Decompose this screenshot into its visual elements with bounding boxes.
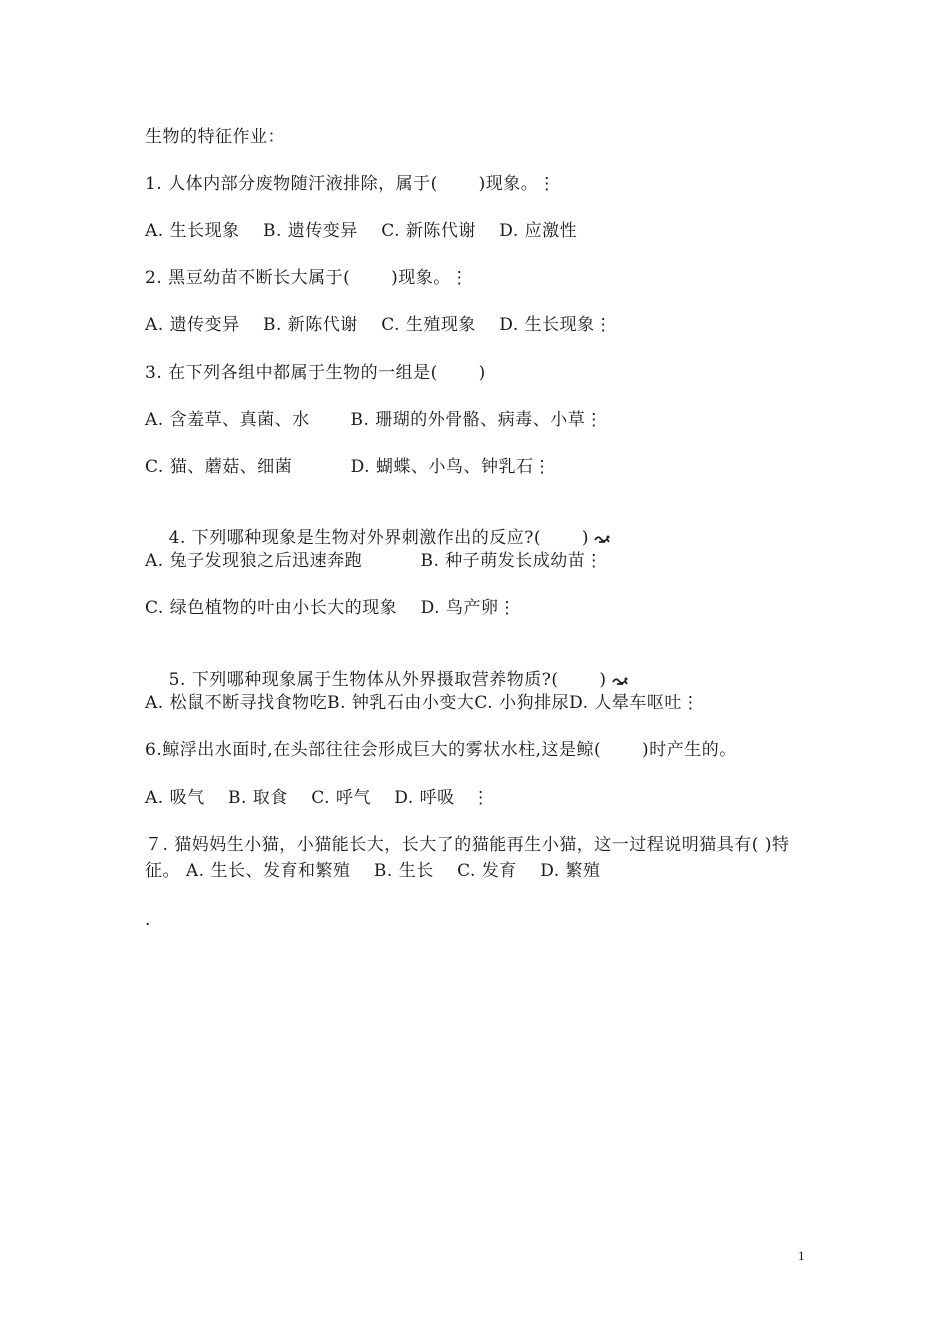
document-title: 生物的特征作业： bbox=[145, 127, 285, 147]
question-1: 1. 人体内部分废物随汗液排除，属于( )现象。⋮ bbox=[145, 174, 556, 194]
question-6-options: A. 吸气 B. 取食 C. 呼气 D. 呼吸 ⋮ bbox=[145, 788, 490, 808]
question-6: 6.鲸浮出水面时,在头部往往会形成巨大的雾状水柱,这是鲸( )时产生的。 bbox=[145, 740, 737, 760]
question-7: ７. 猫妈妈生小猫，小猫能长大，长大了的猫能再生小猫，这一过程说明猫具有( )特征。 A. 生长、发育和繁殖 B. 生长 C. 发育 D. 繁殖 bbox=[145, 835, 790, 881]
question-4-text: 4. 下列哪种现象是生物对外界刺激作出的反应?( ) bbox=[168, 528, 590, 548]
question-2: 2. 黑豆幼苗不断长大属于( )现象。⋮ bbox=[145, 268, 469, 288]
scribble-mark-icon bbox=[611, 675, 629, 687]
scribble-mark-icon bbox=[593, 533, 611, 545]
question-3-options-ab: A. 含羞草、真菌、水 B. 珊瑚的外骨骼、病毒、小草⋮ bbox=[145, 410, 603, 430]
question-2-options: A. 遗传变异 B. 新陈代谢 C. 生殖现象 D. 生长现象⋮ bbox=[145, 315, 613, 335]
question-4-options-cd: C. 绿色植物的叶由小长大的现象 D. 鸟产卵⋮ bbox=[145, 598, 516, 618]
question-5-text: 5. 下列哪种现象属于生物体从外界摄取营养物质?( ) bbox=[168, 670, 607, 690]
question-3-options-cd: C. 猫、蘑菇、细菌 D. 蝴蝶、小鸟、钟乳石⋮ bbox=[145, 457, 551, 477]
question-5-options: A. 松鼠不断寻找食物吃B. 钟乳石由小变大C. 小狗排尿D. 人晕车呕吐⋮ bbox=[145, 693, 700, 713]
question-4-options-ab: A. 兔子发现狼之后迅速奔跑 B. 种子萌发长成幼苗⋮ bbox=[145, 551, 603, 571]
question-1-options: A. 生长现象 B. 遗传变异 C. 新陈代谢 D. 应激性 bbox=[145, 221, 578, 241]
page-number: 1 bbox=[798, 1248, 805, 1263]
question-3: 3. 在下列各组中都属于生物的一组是( ) bbox=[145, 363, 486, 383]
end-dot: . bbox=[145, 910, 151, 930]
